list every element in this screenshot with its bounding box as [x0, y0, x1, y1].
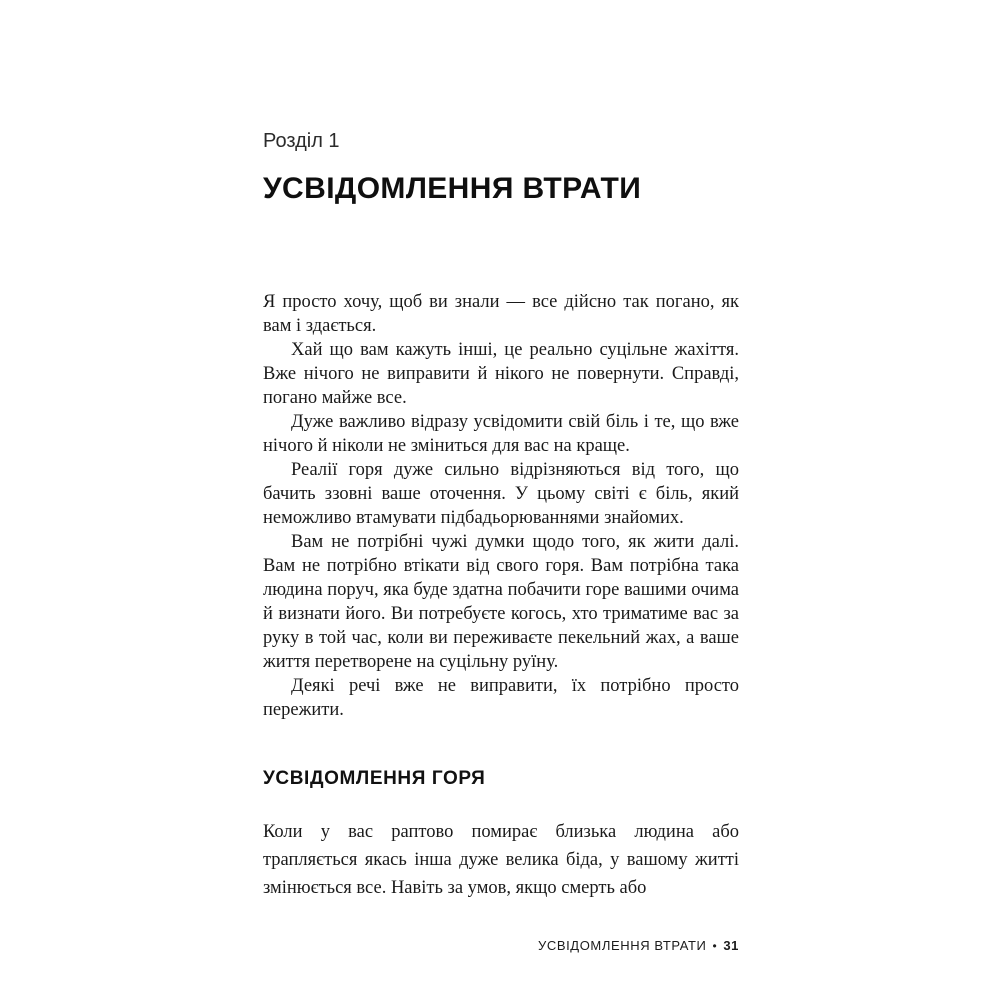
body-paragraph: Хай що вам кажуть інші, це реально суцільне жахіття. Вже нічого не виправити й нікого не повернути. Справді, погано майже все. — [263, 340, 739, 408]
chapter-label: Розділ 1 — [263, 130, 340, 152]
page-footer — [263, 938, 739, 953]
footer-separator-dot: • — [712, 939, 718, 953]
chapter-title: УСВІДОМЛЕННЯ ВТРАТИ — [263, 172, 642, 205]
body-text — [263, 290, 739, 722]
section-paragraph: Коли у вас раптово помирає близька людина або трапляється якась інша дуже велика біда, у вашому житті змінюється все. Навіть за умов, якщо смерть або — [263, 822, 739, 898]
page-number: 31 — [723, 938, 739, 953]
section-heading: УСВІДОМЛЕННЯ ГОРЯ — [263, 768, 486, 789]
running-title: УСВІДОМЛЕННЯ ВТРАТИ — [537, 938, 707, 953]
page-content — [263, 0, 739, 902]
body-paragraph: Дуже важливо відразу усвідомити свій біль і те, що вже нічого й ніколи не зміниться для вас на краще. — [263, 412, 739, 456]
body-paragraph: Я просто хочу, щоб ви знали — все дійсно так погано, як вам і здається. — [263, 292, 739, 336]
body-paragraph: Деякі речі вже не виправити, їх потрібно просто пережити. — [263, 676, 739, 720]
section-body — [263, 818, 739, 902]
body-paragraph: Вам не потрібні чужі думки щодо того, як жити далі. Вам не потрібно втікати від свого горя. Вам потрібна така людина поруч, яка буде здатна побачити горе вашими очима й визнати його. Ви потребуєте когось, хто триматиме вас за руку в той час, коли ви переживаєте пекельний жах, а ваше життя перетворене на суцільну руїну. — [263, 532, 739, 672]
body-paragraph: Реалії горя дуже сильно відрізняються від того, що бачить ззовні ваше оточення. У цьому світі є біль, який неможливо втамувати підбадьорюваннями знайомих. — [263, 460, 739, 528]
